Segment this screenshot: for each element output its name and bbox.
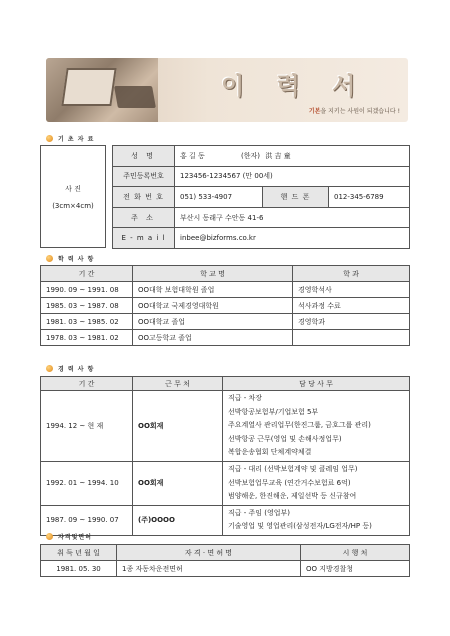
table-row xyxy=(113,166,410,187)
school-cell: OO대학교 졸업 xyxy=(133,314,293,330)
school-cell: OO고등학교 졸업 xyxy=(133,330,293,346)
major-cell xyxy=(293,330,410,346)
col-header: 담 당 사 무 xyxy=(223,377,410,391)
bullet-icon xyxy=(46,135,53,142)
section-career-title: 경 력 사 항 xyxy=(58,365,95,373)
duty-line: 기술영업 및 영업관리(삼성전자/LG전자/HP 등) xyxy=(228,522,372,531)
table-row xyxy=(41,314,410,330)
table-header-row xyxy=(41,545,410,561)
col-header: 기 간 xyxy=(41,377,133,391)
career-table xyxy=(40,376,410,536)
col-header: 학 교 명 xyxy=(133,266,293,282)
duty-line: 범양해운, 한진해운, 제일선박 등 신규참여 xyxy=(228,492,357,501)
school-cell: OO대학 보험대학원 졸업 xyxy=(133,282,293,298)
education-table xyxy=(40,265,410,346)
duties-cell xyxy=(223,505,410,535)
license-table xyxy=(40,544,410,577)
header-banner xyxy=(46,58,408,122)
period-cell: 1990. 09 ~ 1991. 08 xyxy=(41,282,133,298)
photo-box xyxy=(40,145,106,248)
table-row xyxy=(41,282,410,298)
company-cell: (주)OOOO xyxy=(133,505,223,535)
table-row xyxy=(113,187,410,208)
subtitle-rest: 을 지키는 사원이 되겠습니다 ! xyxy=(320,108,400,115)
period-cell: 1994. 12 ~ 현 재 xyxy=(41,391,133,462)
bullet-icon xyxy=(46,365,53,372)
table-row xyxy=(41,391,410,462)
col-header: 취 득 년 월 일 xyxy=(41,545,117,561)
page-title: 이 력 서 xyxy=(221,72,368,100)
school-cell: OO대학교 국제경영대학원 xyxy=(133,298,293,314)
period-cell: 1978. 03 ~ 1981. 02 xyxy=(41,330,133,346)
hanja-value: 洪 吉 童 xyxy=(265,151,291,160)
section-education-title: 학 력 사 항 xyxy=(58,255,95,263)
col-header: 근 무 처 xyxy=(133,377,223,391)
duty-line: 복합운송협회 단체계약체결 xyxy=(228,448,312,457)
table-row xyxy=(41,461,410,505)
period-cell: 1992. 01 ~ 1994. 10 xyxy=(41,461,133,505)
table-row xyxy=(41,330,410,346)
table-row xyxy=(113,228,410,249)
name-cell xyxy=(175,146,410,167)
duties-cell xyxy=(223,391,410,462)
basic-info-table xyxy=(112,145,410,249)
section-basic-title: 기 초 자 료 xyxy=(58,135,95,143)
mobile-value: 012-345-6789 xyxy=(329,187,410,208)
banner-subtitle xyxy=(309,106,400,115)
phone-value: 051) 533-4907 xyxy=(175,187,263,208)
major-cell: 경영학석사 xyxy=(293,282,410,298)
table-row xyxy=(41,298,410,314)
name-value: 홍 길 동 xyxy=(180,151,205,160)
company-cell: OO회재 xyxy=(133,391,223,462)
address-value: 부산시 동래구 수안동 41-6 xyxy=(175,207,410,228)
table-header-row xyxy=(41,266,410,282)
bullet-icon xyxy=(46,255,53,262)
duty-line: 주요계열사 관리업무(한진그룹, 금호그룹 관리) xyxy=(228,421,371,430)
table-header-row xyxy=(41,377,410,391)
duty-line: 직급 - 대리 (선박보험계약 및 클레임 업무) xyxy=(228,464,358,473)
duty-line: 직급 - 차장 xyxy=(228,394,263,402)
duty-line: 직급 - 주임 (영업부) xyxy=(228,508,290,517)
subtitle-highlight: 기본 xyxy=(308,108,321,115)
id-label: 주민등록번호 xyxy=(113,166,175,187)
date-cell: 1981. 05. 30 xyxy=(41,561,117,577)
col-header: 시 행 처 xyxy=(301,545,410,561)
period-cell: 1981. 03 ~ 1985. 02 xyxy=(41,314,133,330)
issuer-cell: OO 지방경찰청 xyxy=(301,561,410,577)
duty-line: 선박보험업무교육 (연간거수보험료 6억) xyxy=(228,478,351,487)
period-cell: 1985. 03 ~ 1987. 08 xyxy=(41,298,133,314)
table-row xyxy=(113,207,410,228)
table-row xyxy=(41,505,410,535)
license-name-cell: 1종 자동차운전면허 xyxy=(117,561,301,577)
address-label: 주 소 xyxy=(113,207,175,228)
email-value: inbee@bizforms.co.kr xyxy=(175,228,410,249)
section-career-heading xyxy=(46,363,94,373)
hanja-label: (한자) xyxy=(240,151,260,160)
period-cell: 1987. 09 ~ 1990. 07 xyxy=(41,505,133,535)
section-license-title: 자격및면허 xyxy=(58,533,92,541)
banner-photo xyxy=(46,58,158,122)
bullet-icon xyxy=(46,533,53,540)
col-header: 자 격 · 면 허 명 xyxy=(117,545,301,561)
section-education-heading xyxy=(46,253,94,263)
major-cell: 석사과정 수료 xyxy=(293,298,410,314)
company-cell: OO회재 xyxy=(133,461,223,505)
id-value: 123456-1234567 (만 00세) xyxy=(175,166,410,187)
col-header: 기 간 xyxy=(41,266,133,282)
email-label: E - m a i l xyxy=(113,228,175,249)
duties-cell xyxy=(223,461,410,505)
duty-line: 선박항공보험부/기업보험 5부 xyxy=(228,407,319,416)
mobile-label: 핸 드 폰 xyxy=(263,187,329,208)
photo-label: 사 진 xyxy=(65,184,81,193)
table-row xyxy=(41,561,410,577)
col-header: 학 과 xyxy=(293,266,410,282)
table-row xyxy=(113,146,410,167)
major-cell: 경영학과 xyxy=(293,314,410,330)
section-basic-heading xyxy=(46,133,94,143)
section-license-heading xyxy=(46,531,92,541)
name-label: 성 명 xyxy=(113,146,175,167)
photo-size: (3cm×4cm) xyxy=(52,201,94,210)
phone-label: 전 화 번 호 xyxy=(113,187,175,208)
duty-line: 선박항공 근무(영업 및 손해사정업무) xyxy=(228,434,342,443)
